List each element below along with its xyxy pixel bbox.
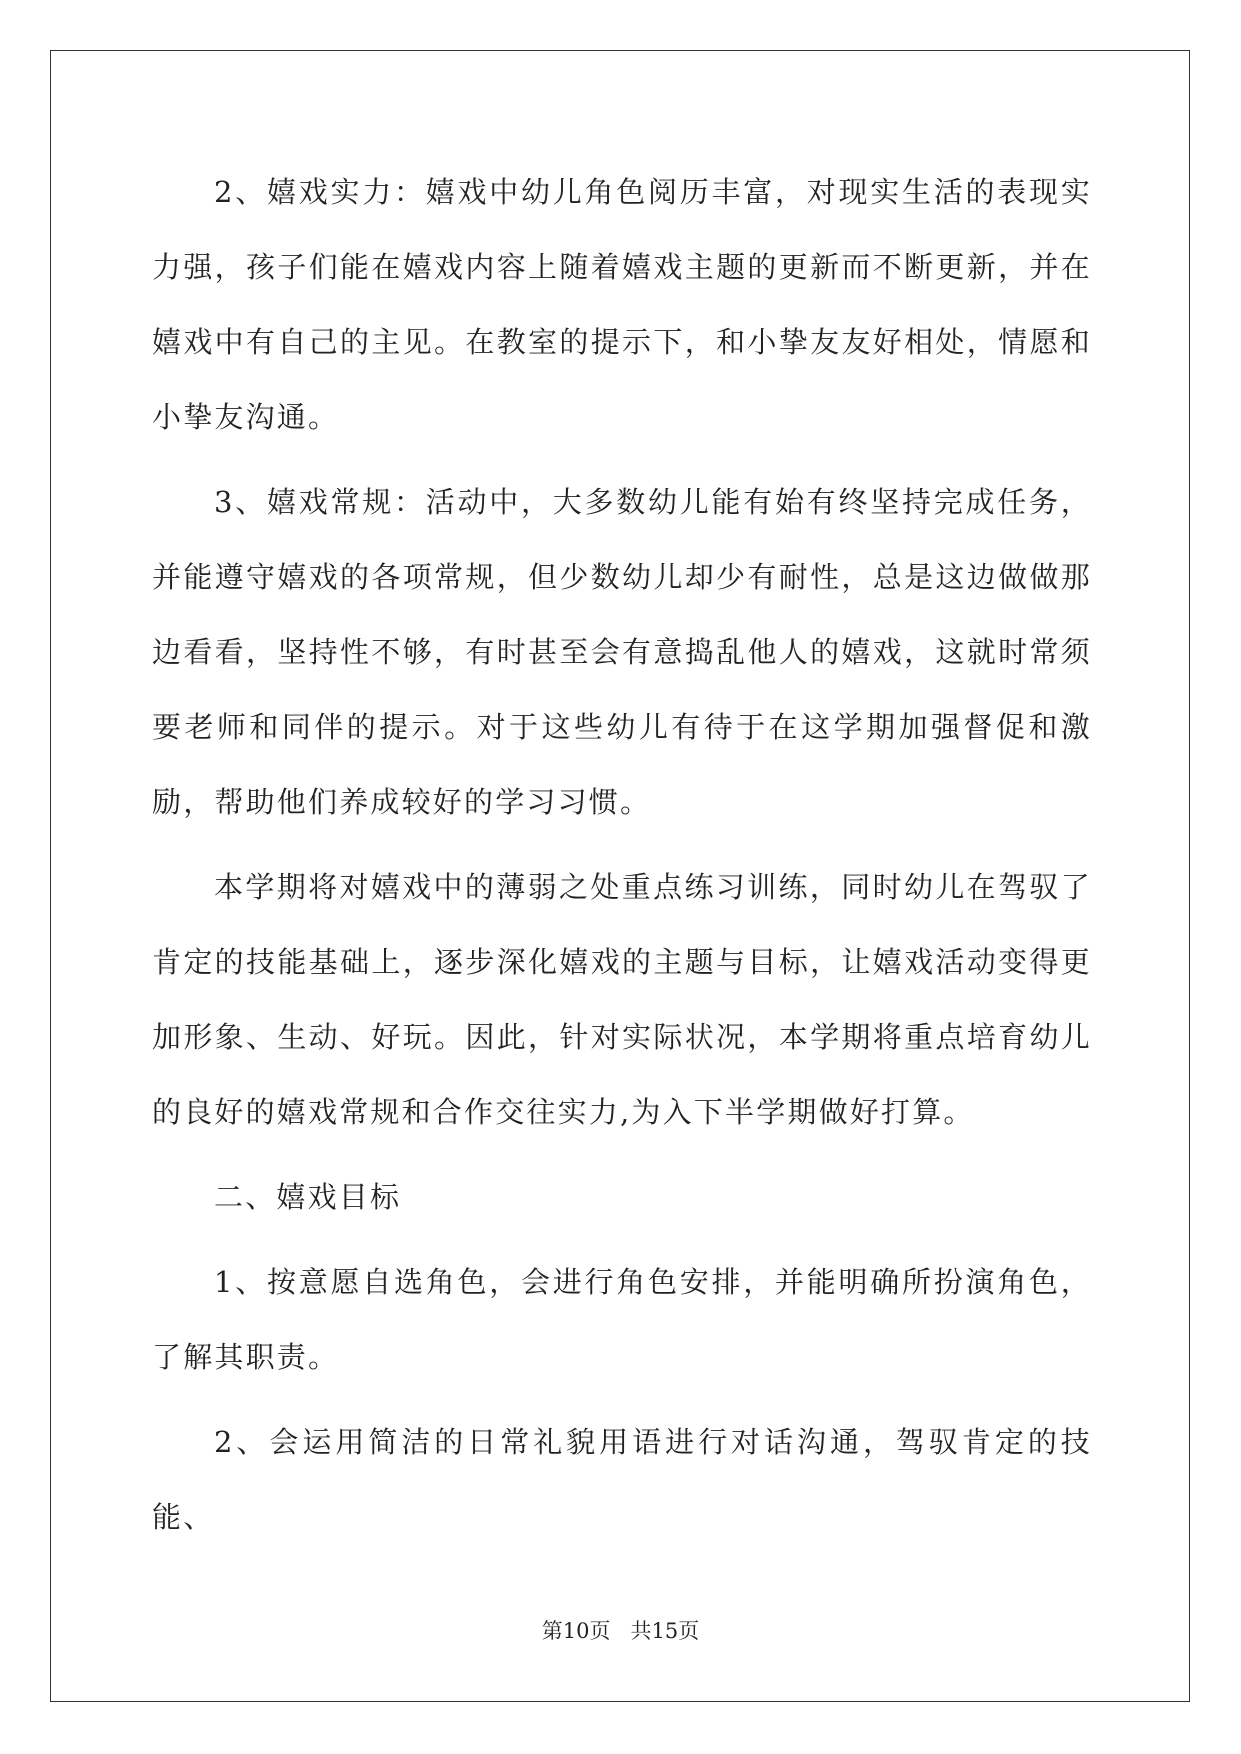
page-number-current: 第10页: [541, 1619, 611, 1643]
paragraph-semester-plan: 本学期将对嬉戏中的薄弱之处重点练习训练，同时幼儿在驾驭了肯定的技能基础上，逐步深化嬉戏的主题与目标，让嬉戏活动变得更加形象、生动、好玩。因此，针对实际状况，本学期将重点培育幼儿的良好的嬉戏常规和合作交往实力,为入下半学期做好打算。: [152, 870, 1092, 1129]
paragraph-goal-2: 2、会运用简洁的日常礼貌用语进行对话沟通，驾驭肯定的技能、: [152, 1425, 1092, 1534]
document-body: [152, 155, 1092, 1565]
page-footer: [0, 1616, 1241, 1646]
paragraph-play-routine: 3、嬉戏常规：活动中，大多数幼儿能有始有终坚持完成任务，并能遵守嬉戏的各项常规，但少数幼儿却少有耐性，总是这边做做那边看看，坚持性不够，有时甚至会有意捣乱他人的嬉戏，这就时常须要老师和同伴的提示。对于这些幼儿有待于在这学期加强督促和激励，帮助他们养成较好的学习习惯。: [152, 485, 1092, 819]
page-number-total: 共15页: [630, 1619, 700, 1643]
section-heading-goals: 二、嬉戏目标: [214, 1180, 402, 1214]
paragraph-goal-1: 1、按意愿自选角色，会进行角色安排，并能明确所扮演角色，了解其职责。: [152, 1265, 1092, 1374]
paragraph-play-ability: 2、嬉戏实力：嬉戏中幼儿角色阅历丰富，对现实生活的表现实力强，孩子们能在嬉戏内容上随着嬉戏主题的更新而不断更新，并在嬉戏中有自己的主见。在教室的提示下，和小挚友友好相处，情愿和小挚友沟通。: [152, 175, 1092, 434]
